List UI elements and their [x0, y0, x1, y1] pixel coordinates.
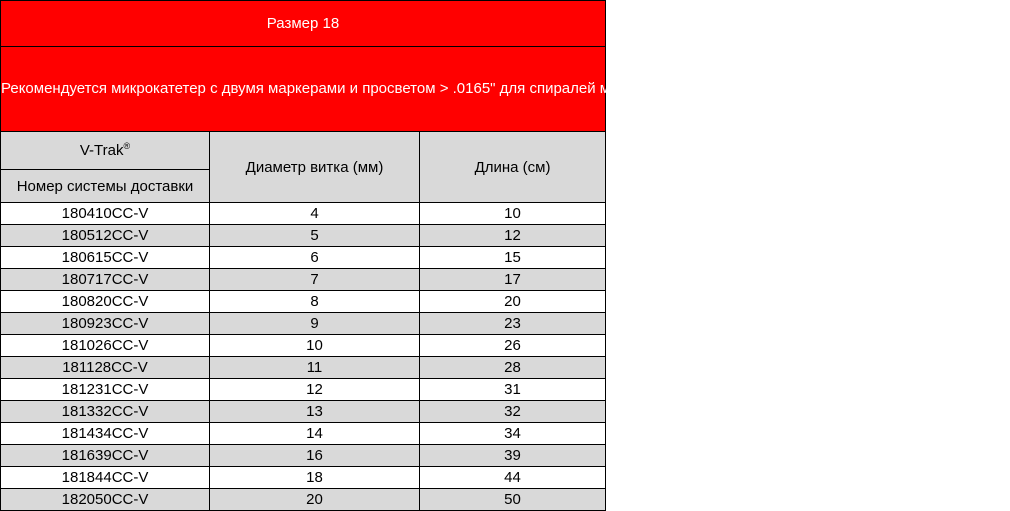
- length-value: 44: [420, 467, 606, 489]
- table-title: Размер 18: [1, 1, 606, 47]
- brand-name: V-Trak: [79, 142, 124, 159]
- length-value: 31: [420, 379, 606, 401]
- coil-diameter-value: 4: [210, 203, 420, 225]
- coil-diameter-value: 11: [210, 357, 420, 379]
- note-row: [1, 47, 606, 132]
- length-value: 50: [420, 489, 606, 511]
- length-value: 15: [420, 247, 606, 269]
- registered-mark: ®: [123, 141, 131, 151]
- table-row: [1, 203, 606, 225]
- delivery-system-code: 182050CC-V: [1, 489, 210, 511]
- table-row: [1, 225, 606, 247]
- length-value: 10: [420, 203, 606, 225]
- length-value: 34: [420, 423, 606, 445]
- delivery-system-code: 181128CC-V: [1, 357, 210, 379]
- title-row: [1, 1, 606, 47]
- table-row: [1, 269, 606, 291]
- table-row: [1, 313, 606, 335]
- coil-diameter-value: 18: [210, 467, 420, 489]
- delivery-system-code: 180512CC-V: [1, 225, 210, 247]
- length-value: 12: [420, 225, 606, 247]
- coil-diameter-value: 16: [210, 445, 420, 467]
- coil-diameter-value: 13: [210, 401, 420, 423]
- delivery-system-code: 180615CC-V: [1, 247, 210, 269]
- coil-diameter-value: 8: [210, 291, 420, 313]
- recommendation-note: Рекомендуется микрокатетер с двумя маркерами и просветом > .0165" для спиралей менее 12 мм просветом > .018" для спиралей более 13 мм: [1, 47, 606, 132]
- coil-diameter-value: 12: [210, 379, 420, 401]
- coil-diameter-value: 6: [210, 247, 420, 269]
- delivery-system-code: 181844CC-V: [1, 467, 210, 489]
- delivery-system-code: 181231CC-V: [1, 379, 210, 401]
- delivery-system-code: 181639CC-V: [1, 445, 210, 467]
- length-value: 26: [420, 335, 606, 357]
- table-row: [1, 445, 606, 467]
- coil-diameter-value: 5: [210, 225, 420, 247]
- length-value: 32: [420, 401, 606, 423]
- length-value: 23: [420, 313, 606, 335]
- table-row: [1, 423, 606, 445]
- coil-diameter-value: 20: [210, 489, 420, 511]
- coil-diameter-value: 9: [210, 313, 420, 335]
- delivery-system-code: 180820CC-V: [1, 291, 210, 313]
- table-row: [1, 379, 606, 401]
- table-row: [1, 335, 606, 357]
- table-row: [1, 291, 606, 313]
- coil-diameter-header: Диаметр витка (мм): [210, 132, 420, 203]
- coil-diameter-value: 14: [210, 423, 420, 445]
- delivery-system-code: 180410CC-V: [1, 203, 210, 225]
- delivery-system-code: 181434CC-V: [1, 423, 210, 445]
- delivery-system-code: 181332CC-V: [1, 401, 210, 423]
- table-row: [1, 247, 606, 269]
- coil-diameter-value: 10: [210, 335, 420, 357]
- brand-header: [1, 132, 210, 170]
- delivery-system-code: 181026CC-V: [1, 335, 210, 357]
- table-row: [1, 357, 606, 379]
- length-header: Длина (см): [420, 132, 606, 203]
- length-value: 20: [420, 291, 606, 313]
- length-value: 39: [420, 445, 606, 467]
- column-header-row-1: [1, 132, 606, 170]
- table-row: [1, 489, 606, 511]
- table-row: [1, 401, 606, 423]
- delivery-system-header: Номер системы доставки: [1, 170, 210, 203]
- coil-diameter-value: 7: [210, 269, 420, 291]
- delivery-system-code: 180717CC-V: [1, 269, 210, 291]
- length-value: 17: [420, 269, 606, 291]
- table-body: [1, 203, 606, 511]
- delivery-system-code: 180923CC-V: [1, 313, 210, 335]
- length-value: 28: [420, 357, 606, 379]
- table-row: [1, 467, 606, 489]
